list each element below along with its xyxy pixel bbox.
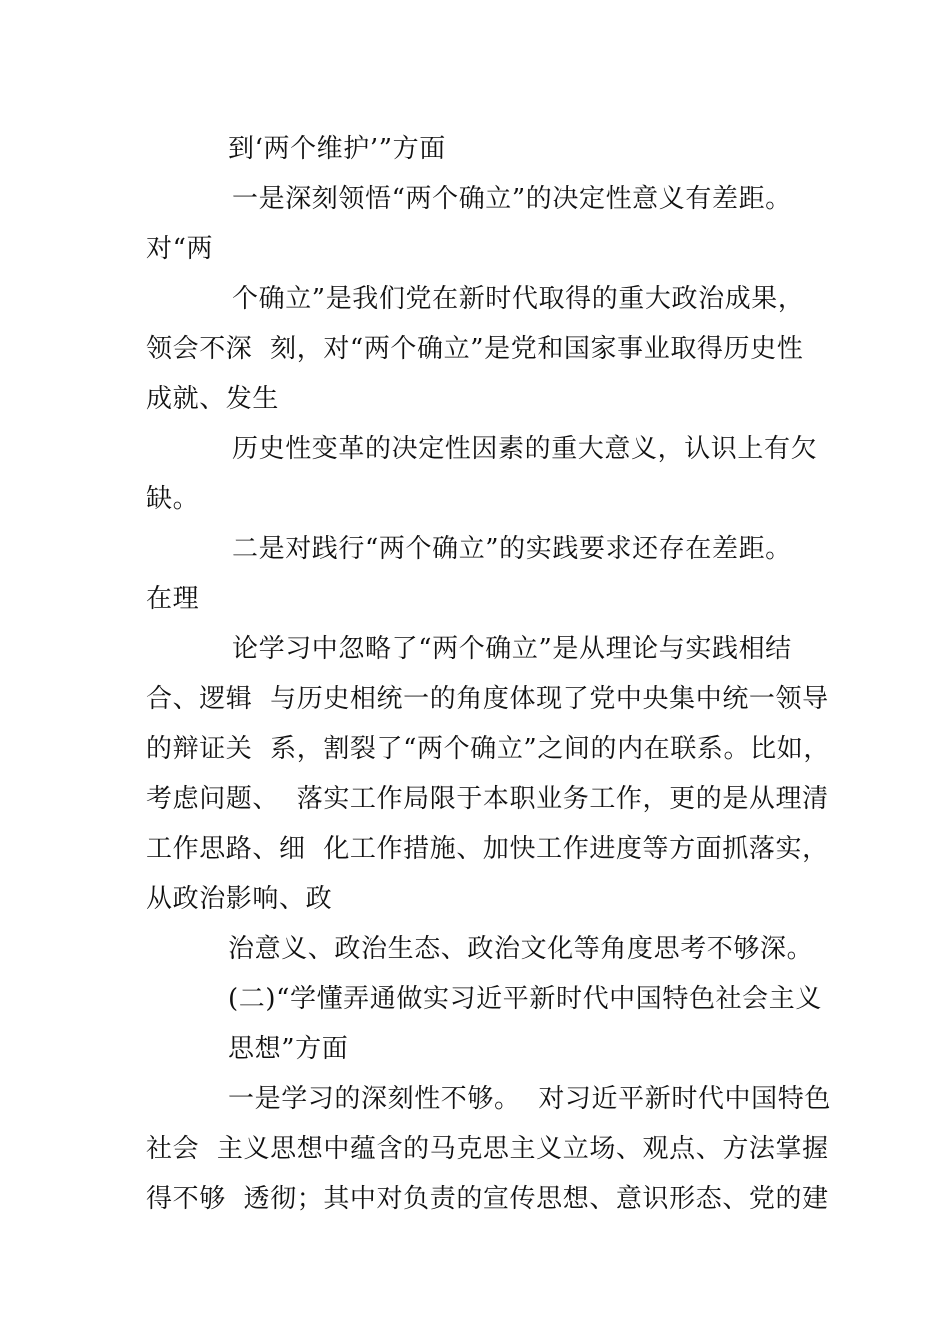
- text-line: 对“两: [146, 234, 214, 264]
- text-line: 一是学习的深刻性不够。 对习近平新时代中国特色: [228, 1084, 831, 1114]
- text-line: 历史性变革的决定性因素的重大意义，认识上有欠: [232, 434, 818, 464]
- text-line: 在理: [146, 584, 200, 614]
- text-line: 的辩证关 系，割裂了“两个确立”之间的内在联系。比如，: [146, 734, 830, 764]
- text-line: 考虑问题、 落实工作局限于本职业务工作，更的是从理清: [146, 784, 829, 814]
- text-line: 二是对践行“两个确立”的实践要求还存在差距。: [232, 534, 792, 564]
- section-heading: (二)“学懂弄通做实习近平新时代中国特色社会主义: [228, 984, 822, 1014]
- text-line: 一是深刻领悟“两个确立”的决定性意义有差距。: [232, 184, 792, 214]
- text-line: 合、逻辑 与历史相统一的角度体现了党中央集中统一领导: [146, 684, 829, 714]
- text-line: 成就、发生: [146, 384, 280, 414]
- section-heading: 思想”方面: [228, 1034, 349, 1064]
- text-line: 缺。: [146, 484, 200, 514]
- text-line: 个确立”是我们党在新时代取得的重大政治成果，: [232, 284, 805, 314]
- text-line: 工作思路、细 化工作措施、加快工作进度等方面抓落实，: [146, 834, 829, 864]
- text-line: 治意义、政治生态、政治文化等角度思考不够深。: [228, 934, 814, 964]
- text-line: 社会 主义思想中蕴含的马克思主义立场、观点、方法掌握: [146, 1134, 829, 1164]
- text-line: 到‘两个维护’”方面: [228, 134, 446, 164]
- text-line: 论学习中忽略了“两个确立”是从理论与实践相结: [232, 634, 792, 664]
- text-line: 得不够 透彻；其中对负责的宣传思想、意识形态、党的建: [146, 1184, 829, 1214]
- text-line: 从政治影响、政: [146, 884, 333, 914]
- text-line: 领会不深 刻，对“两个确立”是党和国家事业取得历史性: [146, 334, 804, 364]
